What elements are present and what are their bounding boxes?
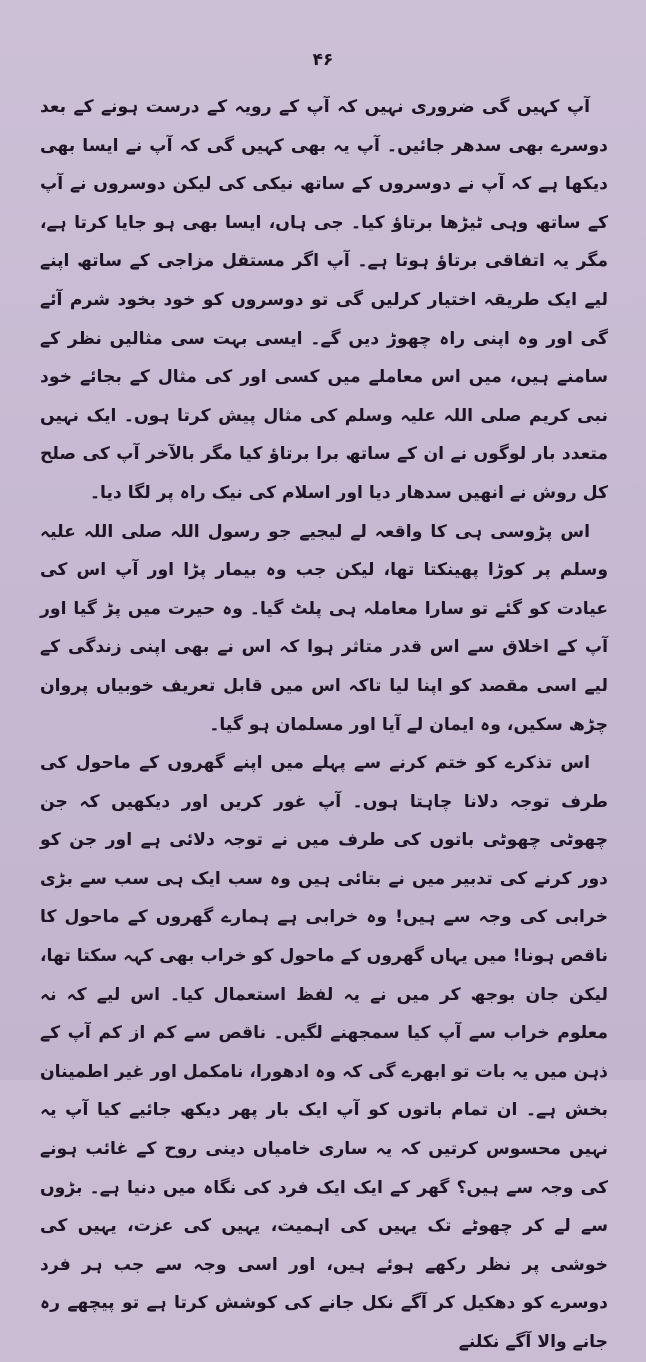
- paragraph-3: اس تذکرے کو ختم کرنے سے پہلے میں اپنے گھروں کے ماحول کی طرف توجہ دلانا چاہتا ہوں۔ آپ غور کریں اور دیکھیں کہ جن چھوٹی چھوٹی باتوں کی طرف میں نے توجہ دلائی ہے اور جن کو دور کرنے کی تدبیر میں نے بتائی ہیں وہ سب ایک ہی سب سے بڑی خرابی کی وجہ سے ہیں! وہ خرابی ہے ہمارے گھروں کے ماحول کا ناقص ہونا! میں یہاں گھروں کے ماحول کو خراب بھی کہہ سکتا تھا، لیکن جان بوجھ کر میں نے یہ لفظ استعمال کیا۔ اس لیے کہ نہ معلوم خراب سے آپ کیا سمجھنے لگیں۔ ناقص سے کم از کم آپ کے ذہن میں یہ بات تو ابھرے گی کہ وہ ادھورا، نامکمل اور غیر اطمینان بخش ہے۔ ان تمام باتوں کو آپ ایک بار پھر دیکھ جائیے کیا آپ یہ نہیں محسوس کرتیں کہ یہ ساری خامیاں دینی روح کے غائب ہونے کی وجہ سے ہیں؟ گھر کے ایک ایک فرد کی نگاہ میں دنیا ہے۔ بڑوں سے لے کر چھوٹے تک یہیں کی اہمیت، یہیں کی عزت، یہیں کی خوشی پر نظر رکھے ہوئے ہیں، اور اسی وجہ سے جب ہر فرد دوسرے کو دھکیل کر آگے نکل جانے کی کوشش کرتا ہے تو پیچھے رہ جانے والا آگے نکلنے: [40, 753, 608, 1352]
- paragraph-2: اس پڑوسی ہی کا واقعہ لے لیجیے جو رسول اللہ صلی اللہ علیہ وسلم پر کوڑا پھینکتا تھا، لیکن جب وہ بیمار پڑا اور آپ اس کی عیادت کو گئے تو سارا معاملہ ہی پلٹ گیا۔ وہ حیرت میں پڑ گیا اور آپ کے اخلاق سے اس قدر متاثر ہوا کہ اس نے بھی اپنی زندگی کے لیے اسی مقصد کو اپنا لیا تاکہ اس میں قابل تعریف خوبیاں پروان چڑھ سکیں، وہ ایمان لے آیا اور مسلمان ہو گیا۔: [40, 521, 608, 735]
- body-text: [40, 88, 608, 1362]
- paragraph-1: آپ کہیں گی ضروری نہیں کہ آپ کے رویہ کے درست ہونے کے بعد دوسرے بھی سدھر جائیں۔ آپ یہ بھی کہیں گی کہ آپ نے ایسا بھی دیکھا ہے کہ آپ نے دوسروں کے ساتھ نیکی کی لیکن دوسروں نے آپ کے ساتھ وہی ٹیڑھا برتاؤ کیا۔ جی ہاں، ایسا بھی ہو جایا کرتا ہے، مگر یہ اتفاقی برتاؤ ہوتا ہے۔ آپ اگر مستقل مزاجی کے ساتھ اپنے لیے ایک طریقہ اختیار کرلیں گی تو دوسروں کو خود بخود شرم آئے گی اور وہ اپنی راہ چھوڑ دیں گے۔ ایسی بہت سی مثالیں نظر کے سامنے ہیں، میں اس معاملے میں کسی اور کی مثال کے بجائے خود نبی کریم صلی اللہ علیہ وسلم کی مثال پیش کرتا ہوں۔ ایک نہیں متعدد بار لوگوں نے ان کے ساتھ برا برتاؤ کیا مگر بالآخر آپ کی صلح کل روش نے انھیں سدھار دیا اور اسلام کی نیک راہ پر لگا دیا۔: [40, 97, 608, 503]
- page-number: ۴۶: [312, 50, 334, 70]
